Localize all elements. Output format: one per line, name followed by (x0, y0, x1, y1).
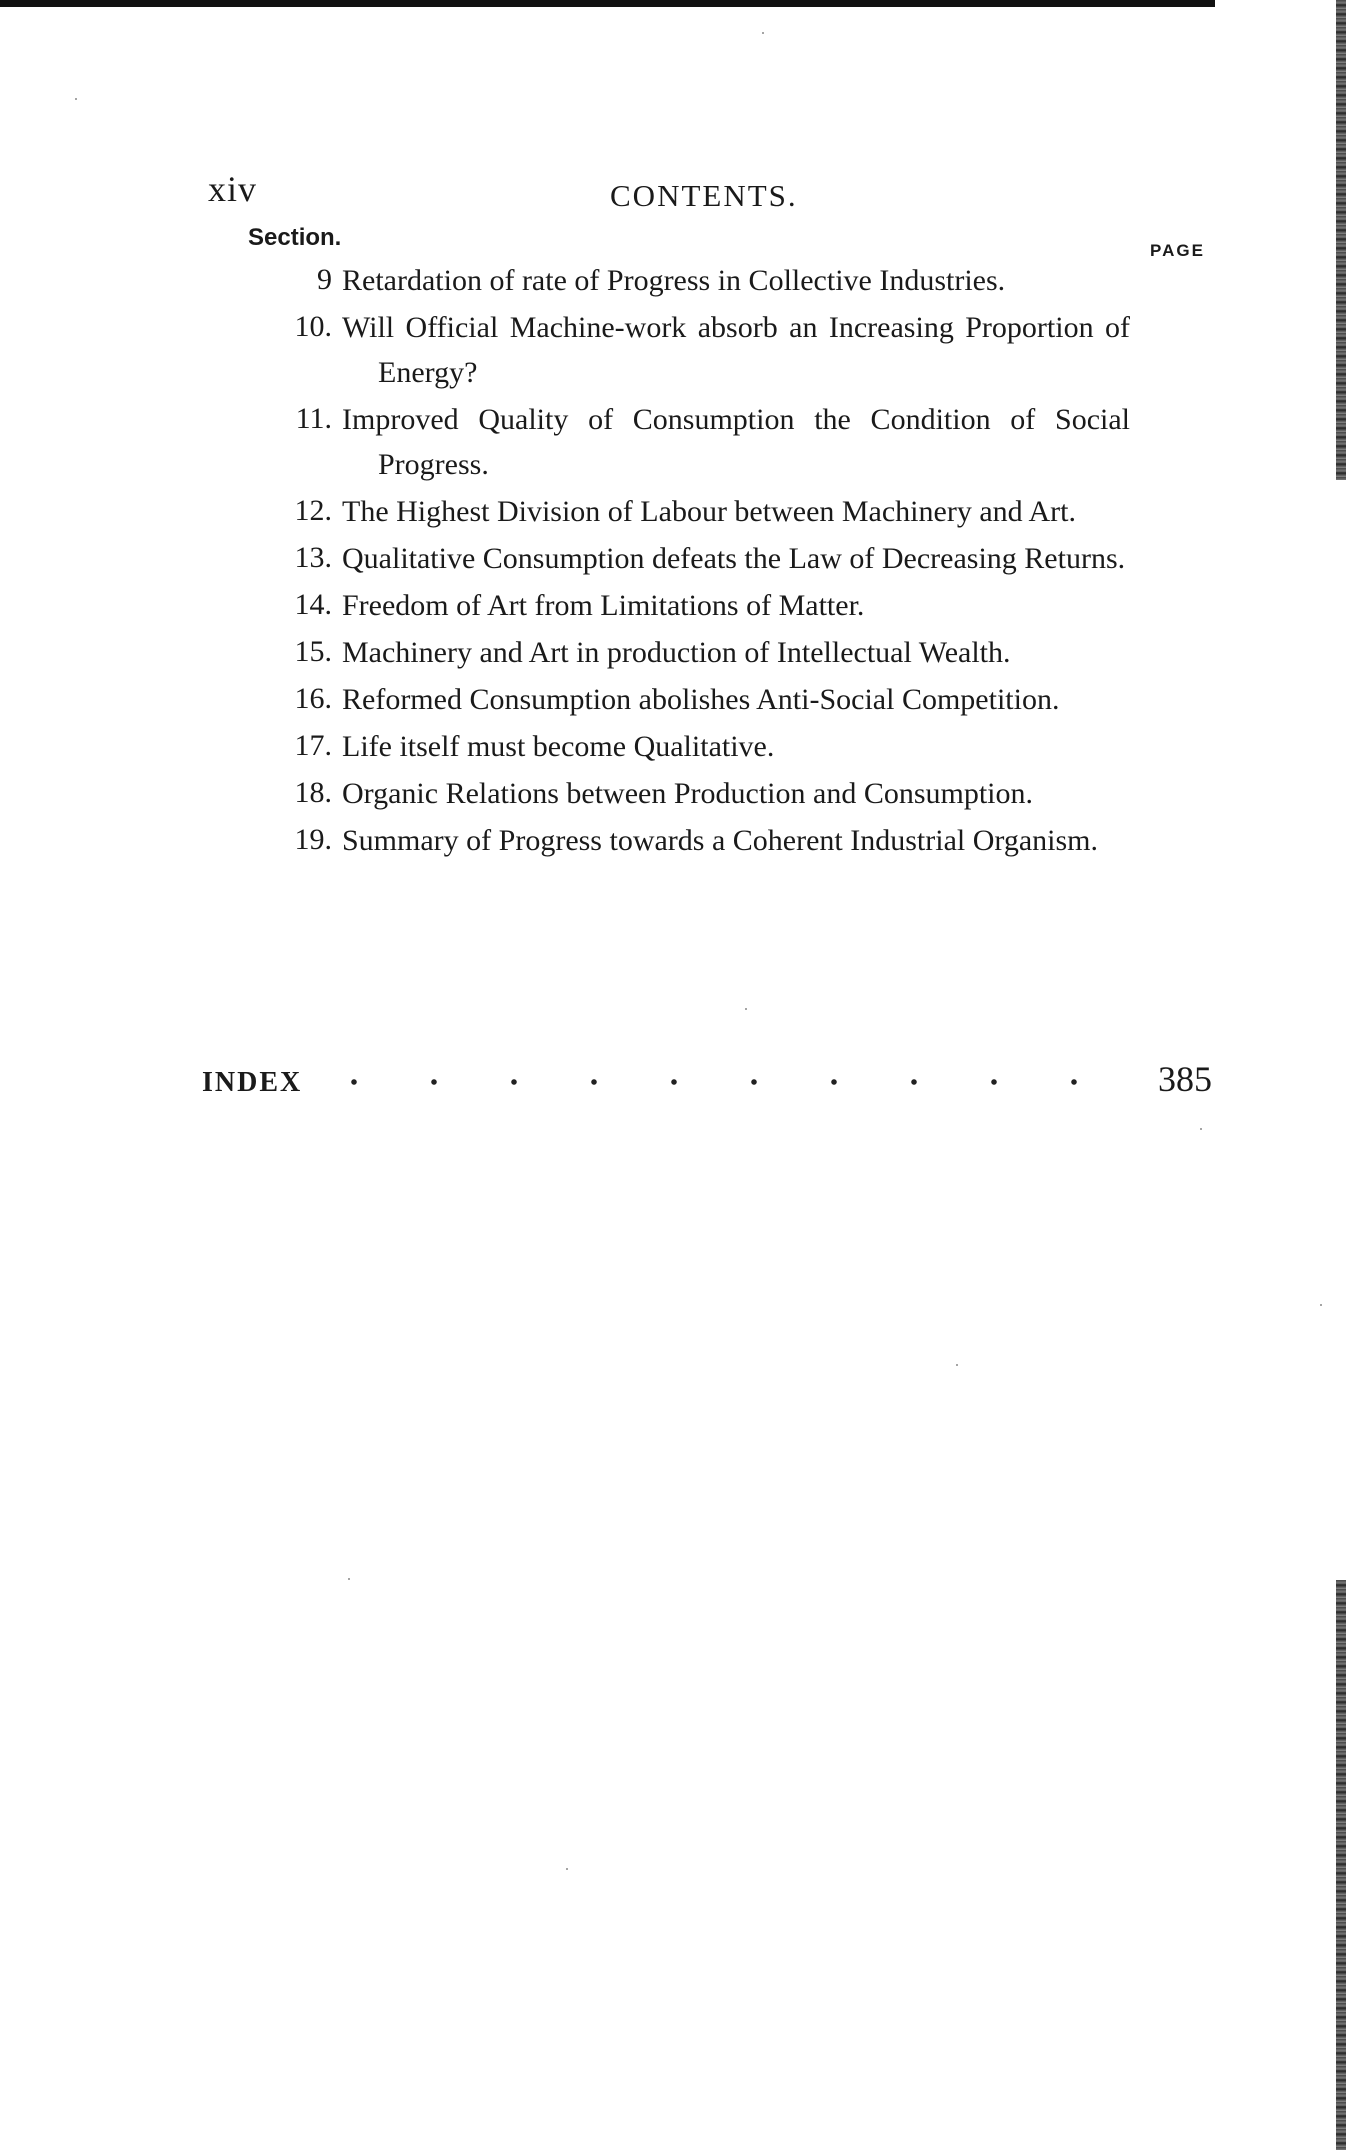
section-title: Organic Relations between Production and Consumption. (342, 777, 1034, 810)
contents-entry (270, 258, 1130, 303)
section-number: 10. (294, 310, 332, 343)
index-label: INDEX (202, 1067, 303, 1098)
contents-entry (270, 305, 1130, 395)
contents-list (270, 258, 1130, 865)
section-title: Retardation of rate of Progress in Collective Industries. (342, 264, 1006, 297)
section-number: 12. (294, 494, 332, 527)
section-number: 19. (294, 823, 332, 856)
contents-entry (270, 536, 1130, 581)
section-number: 16. (294, 682, 332, 715)
index-entry (202, 1058, 1212, 1100)
section-title: Qualitative Consumption defeats the Law of Decreasing Returns. (342, 542, 1126, 575)
section-title: Freedom of Art from Limitations of Matter. (342, 589, 865, 622)
paper-speck (75, 98, 77, 100)
section-title: Will Official Machine-work absorb an Increasing Proportion of Energy? (342, 311, 1130, 389)
paper-speck (762, 32, 764, 34)
section-title: Reformed Consumption abolishes Anti-Social Competition. (342, 683, 1060, 716)
paper-speck (745, 1008, 747, 1010)
contents-entry (270, 677, 1130, 722)
paper-speck (348, 1578, 350, 1580)
section-title: Machinery and Art in production of Intellectual Wealth. (342, 636, 1011, 669)
section-number: 17. (294, 729, 332, 762)
paper-speck (566, 1868, 568, 1870)
section-title: Life itself must become Qualitative. (342, 730, 775, 763)
section-column-label: Section. (248, 224, 342, 251)
contents-entry (270, 818, 1130, 863)
contents-entry (270, 630, 1130, 675)
contents-entry (270, 397, 1130, 487)
section-title: Improved Quality of Consumption the Condition of Social Progress. (342, 403, 1130, 481)
section-number: 14. (294, 588, 332, 621)
page-title: CONTENTS. (610, 178, 798, 213)
paper-speck (1320, 1304, 1322, 1306)
section-number: 11. (295, 402, 332, 435)
contents-entry (270, 771, 1130, 816)
index-page-number: 385 (1158, 1059, 1212, 1099)
section-number: 18. (294, 776, 332, 809)
section-number: 15. (294, 635, 332, 668)
paper-speck (1200, 1128, 1202, 1130)
section-number: 9 (317, 263, 332, 296)
contents-entry (270, 489, 1130, 534)
section-title: The Highest Division of Labour between Machinery and Art. (342, 495, 1076, 528)
contents-entry (270, 583, 1130, 628)
paper-speck (956, 1364, 958, 1366)
page-column-label: PAGE (1150, 241, 1205, 260)
section-title: Summary of Progress towards a Coherent Industrial Organism. (342, 824, 1098, 857)
section-number: 13. (294, 541, 332, 574)
folio-number: xiv (208, 169, 258, 209)
dot-leader (314, 1077, 1146, 1087)
contents-entry (270, 724, 1130, 769)
